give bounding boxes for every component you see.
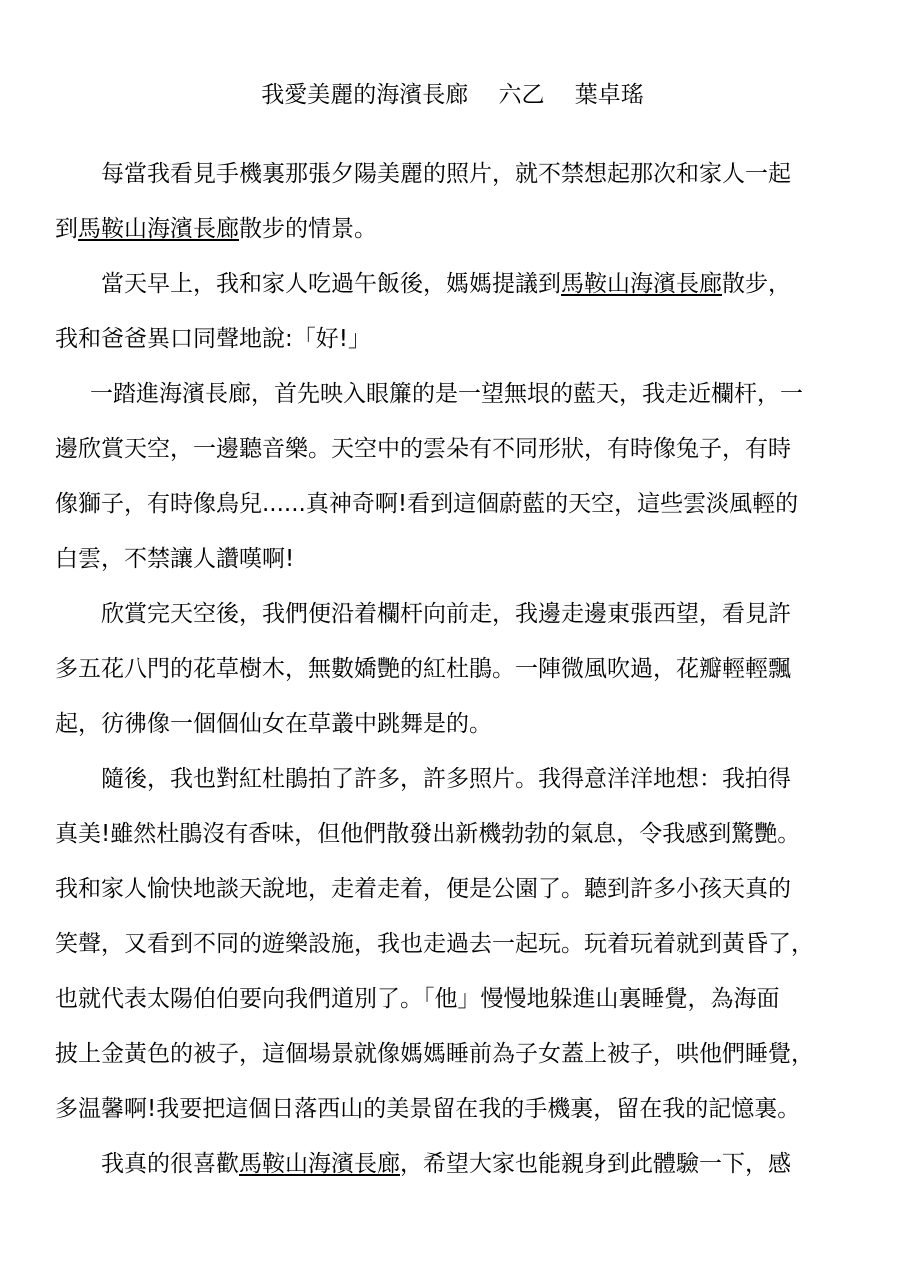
paragraph-5-line-6: 披上金黃色的被子，這個場景就像媽媽睡前為子女蓋上被子，哄他們睡覺，	[55, 1041, 814, 1067]
paragraph-3-line-3: 像獅子，有時像鳥兒......真神奇啊!看到這個蔚藍的天空，這些雲淡風輕的	[55, 491, 799, 517]
text-segment: 我真的很喜歡	[101, 1151, 239, 1177]
paragraph-1-line-2	[55, 212, 377, 246]
paragraph-5-line-7: 多温馨啊!我要把這個日落西山的美景留在我的手機裏，留在我的記憶裏。	[55, 1096, 801, 1122]
place-name-underlined: 馬鞍山海濱長廊	[239, 1151, 400, 1177]
paragraph-2-line-1	[101, 267, 791, 301]
paragraph-6-line-1	[101, 1147, 791, 1181]
paragraph-3-line-2: 邊欣賞天空，一邊聽音樂。天空中的雲朵有不同形狀，有時像兔子，有時	[55, 436, 791, 462]
paragraph-3-line-4: 白雲，不禁讓人讚嘆啊!	[55, 546, 295, 572]
paragraph-3-line-1: 一踏進海濱長廊，首先映入眼簾的是一望無垠的藍天，我走近欄杆，一	[90, 381, 803, 407]
text-segment: 當天早上，我和家人吃過午飯後，媽媽提議到	[101, 271, 561, 297]
place-name-underlined: 馬鞍山海濱長廊	[561, 271, 722, 297]
paragraph-4-line-1: 欣賞完天空後，我們便沿着欄杆向前走，我邊走邊東張西望，看見許	[101, 601, 791, 627]
paragraph-5-line-2: 真美!雖然杜鵑沒有香味，但他們散發出新機勃勃的氣息，令我感到驚艷。	[55, 821, 801, 847]
paragraph-5-line-3: 我和家人愉快地談天說地，走着走着，便是公園了。聽到許多小孩天真的	[55, 876, 791, 902]
place-name-underlined: 馬鞍山海濱長廊	[78, 216, 239, 242]
paragraph-5-line-1: 隨後，我也對紅杜鵑拍了許多，許多照片。我得意洋洋地想：我拍得	[101, 766, 791, 792]
paragraph-5-line-4: 笑聲，又看到不同的遊樂設施，我也走過去一起玩。玩着玩着就到黃昏了，	[55, 931, 814, 957]
text-segment: 到	[55, 216, 78, 242]
paragraph-4-line-3: 起，彷彿像一個個仙女在草叢中跳舞是的。	[55, 711, 492, 737]
text-segment: 散步的情景。	[239, 216, 377, 242]
paragraph-4-line-2: 多五花八門的花草樹木，無數嬌艷的紅杜鵑。一陣微風吹過，花瓣輕輕飄	[55, 656, 791, 682]
essay-title: 我愛美麗的海濱長廊 六乙 葉卓瑤	[261, 82, 644, 108]
paragraph-5-line-5: 也就代表太陽伯伯要向我們道別了。「他」慢慢地躲進山裏睡覺，為海面	[55, 986, 780, 1012]
paragraph-1-line-1: 每當我看見手機裏那張夕陽美麗的照片，就不禁想起那次和家人一起	[101, 161, 791, 187]
text-segment: ，希望大家也能親身到此體驗一下，感	[400, 1151, 791, 1177]
paragraph-2-line-2: 我和爸爸異口同聲地說:「好!」	[55, 326, 371, 352]
text-segment: 散步，	[722, 271, 791, 297]
